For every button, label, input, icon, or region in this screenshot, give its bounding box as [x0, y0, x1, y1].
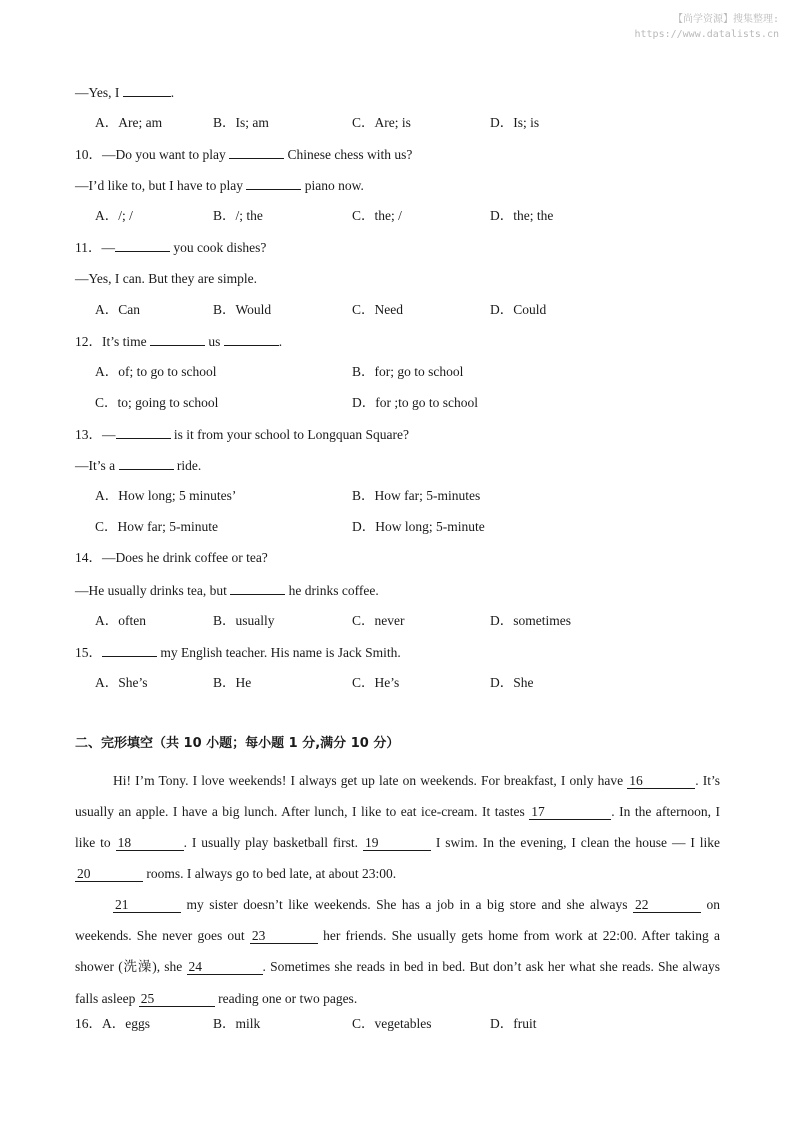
- option-b: B．He: [213, 674, 252, 690]
- option-b: B．milk: [213, 1015, 261, 1031]
- option-b: B．Is; am: [213, 115, 269, 131]
- cloze-blank-20: 20: [75, 866, 143, 882]
- cloze-paragraph-1: Hi! I’m Tony. I love weekends! I always get up late on weekends. For breakfast, I only have 16 . It’s usually an apple. I have a big lunch. After lunch, I like to eat ice-cream. It tastes 17 . In the afternoon, I like to 18 . I usually play basketball first. 19 I swim. In the evening, I clean the house — I like20 rooms. I always go to bed late, at about 23:00.: [75, 772, 720, 882]
- option-c: C．never: [352, 612, 405, 628]
- option-c: C．Are; is: [352, 115, 411, 131]
- section-title: 二、完形填空（共 10 小题；每小题 1 分,满分 10 分）: [75, 735, 400, 751]
- option-c: C．How far; 5-minute: [95, 519, 218, 535]
- q10-line-2: —I’d like to, but I have to play piano now.: [75, 175, 720, 206]
- option-d: D．sometimes: [490, 612, 571, 628]
- option-c: C．vegetables: [352, 1015, 432, 1031]
- q9-options: [75, 113, 720, 144]
- option-a: A．Can: [95, 301, 140, 317]
- watermark: [599, 12, 779, 42]
- option-b: B．How far; 5-minutes: [352, 488, 481, 504]
- q10-line-1: 10．—Do you want to play Chinese chess with us?: [75, 144, 720, 175]
- option-c: C．the; /: [352, 208, 402, 224]
- option-d: D．She: [490, 674, 534, 690]
- cloze-paragraph-2: 21 my sister doesn’t like weekends. She has a job in a big store and she always 22 on weekends. She never goes out 23 her friends. She usually gets home from work at 22:00. After taking a shower (洗澡), she 24 . Sometimes she reads in bed in bed. But don’t ask her what she reads. She always falls asleep 25 reading one or two pages.: [75, 897, 720, 1006]
- option-c: C．He’s: [352, 674, 400, 690]
- cloze-blank-23: 23: [250, 928, 318, 944]
- option-a: 16．A．eggs: [75, 1015, 150, 1031]
- q14-line-1: 14．—Does he drink coffee or tea?: [75, 550, 268, 566]
- answer-blank: [229, 144, 284, 159]
- option-d: D．the; the: [490, 208, 554, 224]
- q16-options: [75, 1014, 720, 1045]
- cloze-blank-22: 22: [633, 897, 701, 913]
- option-d: D．fruit: [490, 1015, 537, 1031]
- option-d: D．for ;to go to school: [352, 394, 478, 410]
- q13-line-1: 13．— is it from your school to Longquan Square?: [75, 424, 720, 455]
- q12-options-row-1: [75, 362, 720, 393]
- cloze-blank-21: 21: [113, 897, 181, 913]
- q10-options: [75, 206, 720, 237]
- answer-blank: [115, 237, 170, 252]
- cloze-blank-17: 17: [529, 804, 611, 820]
- option-b: B．/; the: [213, 208, 263, 224]
- answer-blank: [119, 455, 174, 470]
- q9-answer-line: —Yes, I .: [75, 82, 720, 113]
- cloze-blank-16: 16: [627, 773, 695, 789]
- option-d: D．How long; 5-minute: [352, 519, 485, 535]
- option-a: A．How long; 5 minutes’: [95, 488, 237, 504]
- option-a: A．She’s: [95, 674, 148, 690]
- cloze-blank-19: 19: [363, 835, 431, 851]
- option-a: A．Are; am: [95, 115, 163, 131]
- cloze-blank-18: 18: [116, 835, 184, 851]
- watermark-line-2: https://www.datalists.cn: [634, 29, 779, 40]
- watermark-line-1: 【尚学资源】搜集整理:: [672, 14, 779, 25]
- answer-blank: [150, 331, 205, 346]
- q13-options-row-1: [75, 486, 720, 517]
- option-a: A．of; to go to school: [95, 363, 217, 379]
- answer-blank: [123, 82, 171, 97]
- q14-options: [75, 611, 720, 642]
- answer-blank: [230, 580, 285, 595]
- q13-line-2: —It’s a ride.: [75, 455, 720, 486]
- cloze-blank-24: 24: [187, 959, 263, 975]
- option-c: C．to; going to school: [95, 394, 219, 410]
- option-a: A．often: [95, 612, 146, 628]
- option-d: D．Is; is: [490, 115, 540, 131]
- option-c: C．Need: [352, 301, 403, 317]
- q15-line-1: 15． my English teacher. His name is Jack Smith.: [75, 642, 720, 673]
- cloze-blank-25: 25: [139, 991, 215, 1007]
- q11-line-2: —Yes, I can. But they are simple.: [75, 270, 257, 286]
- option-b: B．for; go to school: [352, 363, 464, 379]
- q14-line-2: —He usually drinks tea, but he drinks coffee.: [75, 580, 720, 611]
- answer-blank: [102, 642, 157, 657]
- q11-line-1: 11．— you cook dishes?: [75, 237, 720, 268]
- q12-options-row-2: [75, 393, 720, 424]
- q11-options: [75, 300, 720, 331]
- answer-blank: [116, 424, 171, 439]
- option-a: A．/; /: [95, 208, 133, 224]
- document-body: [75, 82, 720, 1045]
- q15-options: [75, 673, 720, 704]
- option-b: B．Would: [213, 301, 272, 317]
- answer-blank: [246, 175, 301, 190]
- answer-blank: [224, 331, 279, 346]
- option-b: B．usually: [213, 612, 275, 628]
- option-d: D．Could: [490, 301, 547, 317]
- q12-line-1: 12．It’s time us .: [75, 331, 720, 362]
- q13-options-row-2: [75, 517, 720, 548]
